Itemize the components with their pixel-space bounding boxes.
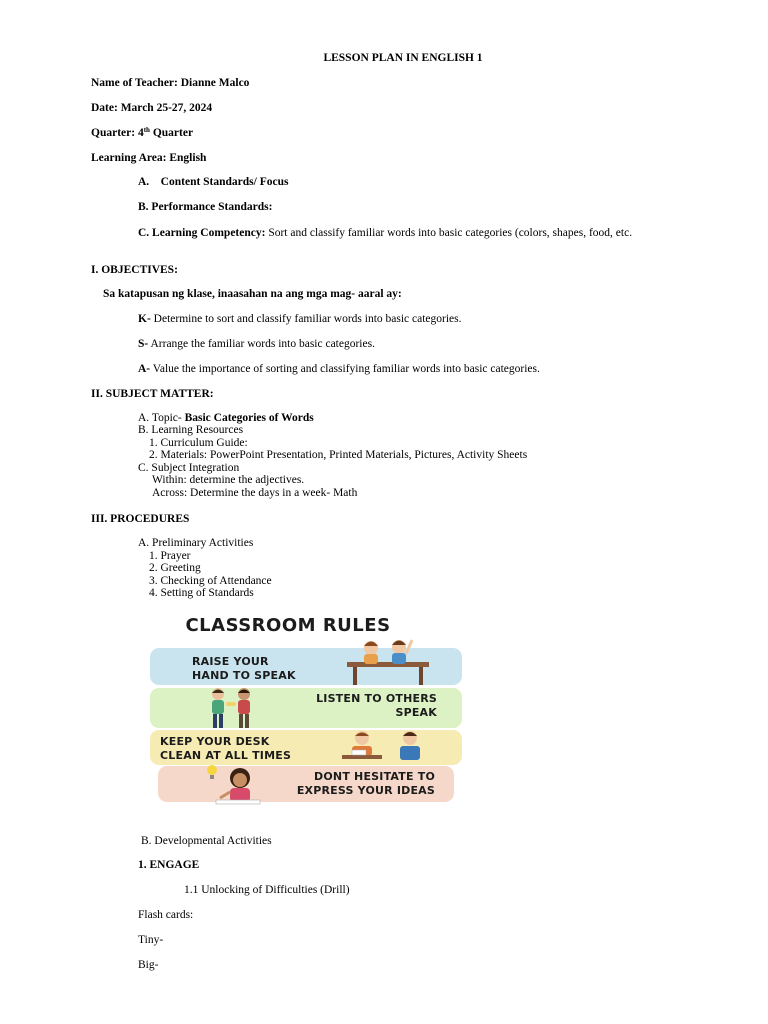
learning-competency-label: C. Learning Competency:	[138, 227, 266, 239]
engage-heading: 1. ENGAGE	[138, 859, 200, 871]
rule-4-line-1: DONT HESITATE TO	[314, 770, 435, 783]
flash-card-big: Big-	[138, 959, 159, 971]
objective-s-label: S-	[138, 338, 149, 350]
classroom-rules-image	[140, 610, 472, 818]
unlocking-difficulties: 1.1 Unlocking of Difficulties (Drill)	[184, 884, 350, 896]
rule-4-text	[270, 770, 435, 797]
objective-s-text: Arrange the familiar words into basic categories.	[148, 338, 375, 350]
objective-k-text: Determine to sort and classify familiar words into basic categories.	[150, 313, 462, 325]
students-raising-hands-icon	[345, 634, 431, 686]
teacher-name: Name of Teacher: Dianne Malco	[91, 77, 250, 89]
developmental-activities: B. Developmental Activities	[141, 835, 272, 847]
rule-2-line-1: LISTEN TO OTHERS	[316, 692, 437, 705]
flash-card-tiny: Tiny-	[138, 934, 164, 946]
procedures-heading: III. PROCEDURES	[91, 513, 190, 525]
rule-3-text	[160, 735, 291, 762]
rule-2-text	[282, 692, 437, 719]
rule-4-line-2: EXPRESS YOUR IDEAS	[296, 783, 435, 797]
objective-k-label: K-	[138, 313, 151, 325]
curriculum-guide: 1. Curriculum Guide:	[149, 437, 248, 449]
flash-cards-label: Flash cards:	[138, 909, 194, 921]
integration-across: Across: Determine the days in a week- Math	[152, 487, 358, 499]
students-talking-icon	[204, 686, 258, 730]
learning-resources: B. Learning Resources	[138, 424, 244, 436]
preliminary-item: 4. Setting of Standards	[149, 587, 254, 599]
rule-2-line-2: SPEAK	[395, 705, 437, 719]
preliminary-activities: A. Preliminary Activities	[138, 537, 254, 549]
subject-integration: C. Subject Integration	[138, 462, 240, 474]
objective-attitude	[138, 362, 540, 376]
rule-3-line-2: CLEAN AT ALL TIMES	[160, 748, 292, 762]
rule-1-line-2: HAND TO SPEAK	[192, 668, 296, 682]
topic-label: A. Topic-	[138, 412, 185, 424]
materials: 2. Materials: PowerPoint Presentation, Printed Materials, Pictures, Activity Sheets	[149, 449, 528, 461]
learning-competency-text: Sort and classify familiar words into basic categories (colors, shapes, food, etc.	[265, 227, 633, 239]
student-with-idea-icon	[204, 762, 266, 812]
topic-value: Basic Categories of Words	[184, 412, 314, 424]
integration-within: Within: determine the adjectives.	[152, 474, 305, 486]
objectives-intro: Sa katapusan ng klase, inaasahan na ang mga mag- aaral ay:	[103, 288, 402, 300]
preliminary-item: 2. Greeting	[149, 562, 201, 574]
objective-skill	[138, 337, 375, 351]
subject-matter-heading: II. SUBJECT MATTER:	[91, 388, 214, 400]
lesson-date: Date: March 25-27, 2024	[91, 102, 213, 114]
document-title: LESSON PLAN IN ENGLISH 1	[323, 52, 483, 64]
performance-standards: B. Performance Standards:	[138, 201, 273, 213]
rule-1-line-1: RAISE YOUR	[192, 655, 269, 668]
objective-a-text: Value the importance of sorting and classifying familiar words into basic categories.	[150, 363, 540, 375]
students-at-desk-icon	[340, 728, 436, 766]
objective-knowledge	[138, 312, 462, 326]
rule-1-text	[192, 655, 296, 682]
quarter-superscript: th	[143, 126, 150, 134]
rule-3-line-1: KEEP YOUR DESK	[160, 735, 270, 748]
content-standards: A. Content Standards/ Focus	[138, 176, 289, 188]
classroom-rules-title: CLASSROOM RULES	[185, 615, 391, 636]
objectives-heading: I. OBJECTIVES:	[91, 264, 178, 276]
preliminary-item: 1. Prayer	[149, 550, 191, 562]
quarter-suffix: Quarter	[149, 127, 194, 139]
learning-area: Learning Area: English	[91, 152, 207, 164]
objective-a-label: A-	[138, 363, 151, 375]
learning-competency	[138, 226, 632, 240]
preliminary-item: 3. Checking of Attendance	[149, 575, 272, 587]
quarter-prefix: Quarter: 4	[91, 127, 144, 139]
quarter	[91, 126, 193, 140]
